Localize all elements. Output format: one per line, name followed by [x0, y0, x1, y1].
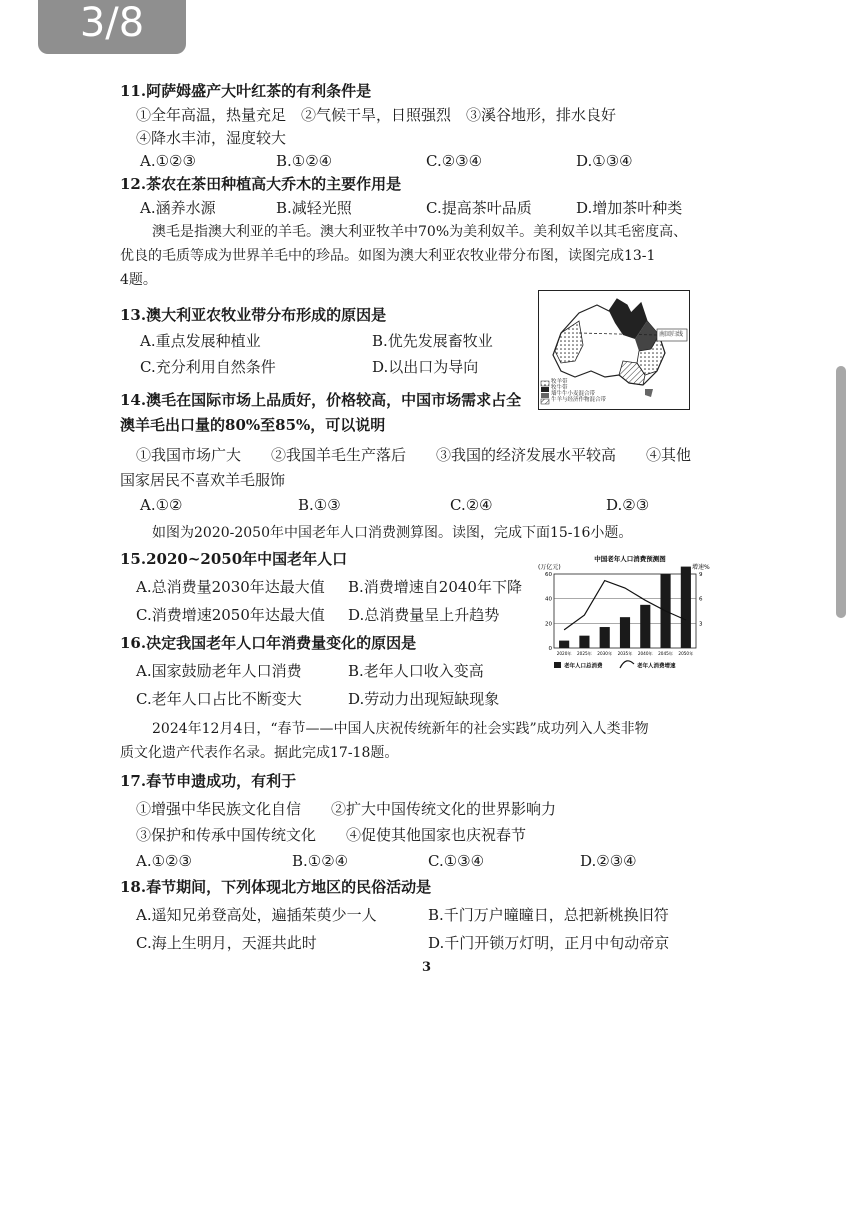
- chart-bar: [620, 617, 630, 648]
- q17-option-d: D.②③④: [580, 852, 637, 870]
- q18-stem: 18.春节期间，下列体现北方地区的民俗活动是: [120, 878, 432, 896]
- q16-option-d: D.劳动力出现短缺现象: [348, 690, 500, 708]
- q17-items-2: ③保护和传承中国传统文化 ④促使其他国家也庆祝春节: [136, 826, 527, 844]
- australia-agriculture-map: [538, 290, 690, 410]
- q18-option-c: C.海上生明月，天涯共此时: [136, 934, 317, 952]
- legend-line-swatch: [620, 661, 634, 668]
- legend-line-label: 老年人消费增速: [637, 663, 676, 670]
- map-legend-3: 墙牛牛小麦混合带: [551, 391, 596, 397]
- q13-option-d: D.以出口为导向: [372, 358, 479, 376]
- q12-option-c: C.提高茶叶品质: [426, 199, 532, 217]
- q11-option-d: D.①③④: [576, 152, 633, 170]
- q18-option-b: B.千门万户曈曈日，总把新桃换旧符: [428, 906, 669, 924]
- intro-13-14-line2: 优良的毛质等成为世界羊毛中的珍品。如图为澳大利亚农牧业带分布图，读图完成13-1: [120, 248, 656, 264]
- q12-option-b: B.减轻光照: [276, 199, 352, 217]
- q14-option-b: B.①③: [298, 496, 341, 514]
- legend-bar-label: 老年人口总消费: [564, 663, 603, 670]
- q17-stem: 17.春节申遗成功，有利于: [120, 772, 297, 790]
- q15-option-d: D.总消费量呈上升趋势: [348, 606, 500, 624]
- chart-y2label: 增速%: [692, 564, 710, 571]
- chart-bar: [579, 636, 589, 648]
- q14-option-a: A.①②: [140, 496, 183, 514]
- q11-option-a: A.①②③: [140, 152, 196, 170]
- intro-13-14-line1: 澳毛是指澳大利亚的羊毛。澳大利亚牧羊中70%为美利奴羊。美利奴羊以其毛密度高、: [152, 224, 688, 240]
- chart-bar: [681, 567, 691, 648]
- q14-option-c: C.②④: [450, 496, 493, 514]
- scrollbar[interactable]: [836, 366, 846, 618]
- x-tick-label: 2040年: [637, 651, 653, 656]
- q11-option-b: B.①②④: [276, 152, 333, 170]
- chart-svg: [536, 552, 716, 676]
- q11-option-c: C.②③④: [426, 152, 483, 170]
- x-tick-label: 2030年: [597, 651, 613, 656]
- intro-17-18-line1: 2024年12月4日，“春节——中国人庆祝传统新年的社会实践”成功列入人类非物: [152, 721, 649, 737]
- q14-items-2: 国家居民不喜欢羊毛服饰: [120, 471, 286, 489]
- q11-items-1: ①全年高温，热量充足 ②气候干旱，日照强烈 ③溪谷地形，排水良好: [136, 106, 617, 124]
- y2-tick-label: 3: [699, 621, 703, 628]
- q12-option-d: D.增加茶叶种类: [576, 199, 683, 217]
- tropic-label: 南回归线: [659, 331, 684, 338]
- chart-bar: [559, 641, 569, 648]
- q15-stem: 15.2020~2050年中国老年人口: [120, 550, 348, 568]
- q16-stem: 16.决定我国老年人口年消费量变化的原因是: [120, 634, 417, 652]
- q11-stem: 11.阿萨姆盛产大叶红茶的有利条件是: [120, 82, 372, 100]
- chart-ylabel: (万亿元): [538, 564, 561, 571]
- q14-stem-1: 14.澳毛在国际市场上品质好，价格较高，中国市场需求占全: [120, 391, 522, 409]
- q12-stem: 12.茶农在茶田种植高大乔木的主要作用是: [120, 175, 402, 193]
- q13-option-a: A.重点发展种植业: [140, 332, 261, 350]
- q13-option-c: C.充分利用自然条件: [140, 358, 276, 376]
- page-number: 3: [422, 960, 432, 975]
- q12-option-a: A.涵养水源: [140, 199, 216, 217]
- q17-option-a: A.①②③: [136, 852, 192, 870]
- x-tick-label: 2050年: [678, 651, 694, 656]
- x-tick-label: 2025年: [576, 651, 592, 656]
- q17-option-c: C.①③④: [428, 852, 485, 870]
- q15-option-c: C.消费增速2050年达最大值: [136, 606, 325, 624]
- legend-bar-swatch: [554, 662, 561, 668]
- y-tick-label: 40: [545, 596, 552, 603]
- intro-15-16: 如图为2020-2050年中国老年人口消费测算图。读图，完成下面15-16小题。: [152, 525, 633, 541]
- y-tick-label: 0: [548, 646, 552, 652]
- scrollbar-thumb[interactable]: [836, 366, 846, 618]
- q13-stem: 13.澳大利亚农牧业带分布形成的原因是: [120, 306, 387, 324]
- q13-option-b: B.优先发展畜牧业: [372, 332, 493, 350]
- q11-items-2: ④降水丰沛，湿度较大: [136, 129, 287, 147]
- chart-bar: [600, 627, 610, 648]
- q18-option-d: D.千门开锁万灯明，正月中旬动帝京: [428, 934, 670, 952]
- x-tick-label: 2045年: [658, 651, 674, 656]
- q16-option-b: B.老年人口收入变高: [348, 662, 484, 680]
- q17-items-1: ①增强中华民族文化自信 ②扩大中国传统文化的世界影响力: [136, 800, 557, 818]
- q16-option-a: A.国家鼓励老年人口消费: [136, 662, 302, 680]
- map-legend-4: 牛羊与经济作物混合带: [551, 397, 607, 403]
- q14-stem-2: 澳羊毛出口量的80%至85%，可以说明: [120, 416, 386, 434]
- x-tick-label: 2035年: [617, 651, 633, 656]
- map-legend-1: 牧羊带: [551, 379, 568, 385]
- chart-bar: [640, 605, 650, 648]
- q15-option-b: B.消费增速自2040年下降: [348, 578, 522, 596]
- intro-17-18-line2: 质文化遗产代表作名录。据此完成17-18题。: [120, 745, 399, 761]
- map-legend-2: 牧牛带: [551, 385, 568, 391]
- chart-title: 中国老年人口消费预测图: [594, 555, 666, 563]
- q15-option-a: A.总消费量2030年达最大值: [136, 578, 325, 596]
- elderly-consumption-chart: [536, 552, 716, 676]
- y-tick-label: 20: [545, 621, 552, 628]
- q17-option-b: B.①②④: [292, 852, 349, 870]
- q18-option-a: A.遥知兄弟登高处，遍插茱萸少一人: [136, 906, 377, 924]
- y-tick-label: 60: [545, 572, 552, 578]
- q16-option-c: C.老年人口占比不断变大: [136, 690, 302, 708]
- y2-tick-label: 6: [699, 596, 703, 603]
- q14-option-d: D.②③: [606, 496, 650, 514]
- intro-13-14-line3: 4题。: [120, 272, 157, 288]
- q14-items-1: ①我国市场广大 ②我国羊毛生产落后 ③我国的经济发展水平较高 ④其他: [136, 446, 692, 464]
- page-indicator: 3/8: [38, 0, 186, 54]
- y2-tick-label: 9: [699, 572, 703, 578]
- x-tick-label: 2020年: [556, 651, 572, 656]
